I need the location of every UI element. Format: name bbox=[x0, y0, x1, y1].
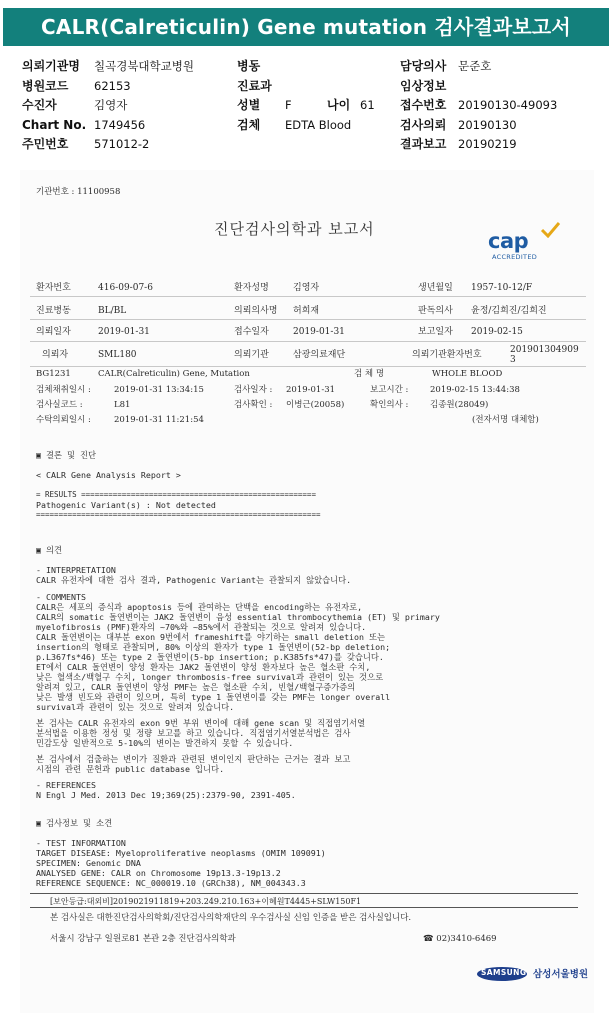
result-section-heading: ▣ 결론 및 진단 bbox=[36, 450, 97, 460]
chart-label: Chart No. bbox=[22, 118, 87, 132]
reference-line: N Engl J Med. 2013 Dec 19;369(25):2379-90, 2391-405. bbox=[36, 790, 296, 800]
comment-line: 낮은 발생 빈도와 관련이 있으며, 특히 type 1 돌연변이를 갖는 PMF는 longer overall bbox=[36, 692, 391, 702]
test-name: CALR(Calreticulin) Gene, Mutation bbox=[98, 369, 250, 379]
rec-date-label: 접수일자 bbox=[234, 327, 269, 337]
comment-line: CALR의 somatic 돌연변이는 JAK2 돌연변이 음성 essential thrombocythemia (ET) 및 primary bbox=[36, 612, 440, 622]
collect-label: 검체채취일시 : bbox=[36, 385, 91, 395]
client-org-label: 의뢰기관 bbox=[234, 350, 269, 360]
samsung-logo-word: SAMSUNG bbox=[481, 968, 527, 977]
report-time-label: 보고시간 : bbox=[370, 385, 409, 395]
comment-line: CALR은 세포의 증식과 apoptosis 등에 관여하는 단백을 encoding하는 유전자로, bbox=[36, 602, 363, 612]
cap-accredited-label: ACCREDITED bbox=[492, 253, 538, 261]
client-pid-value-cont: 3 bbox=[510, 355, 516, 365]
test-info-line: TARGET DISEASE: Myeloproliferative neoplasms (OMIM 109091) bbox=[36, 848, 326, 858]
pid-label: 환자번호 bbox=[36, 283, 71, 293]
comment-line: CALR 돌연변이는 대부분 exon 9번에서 frameshift를 야기하는 small deletion 또는 bbox=[36, 632, 386, 642]
comment-line: 분석법을 이용한 정성 및 정량 보고를 하고 있습니다. 직접염기서열분석법은 검사 bbox=[36, 728, 351, 738]
lab-address: 서울시 강남구 일원로81 본관 2층 진단검사의학과 bbox=[50, 934, 236, 944]
cap-logo: cap bbox=[488, 229, 529, 253]
report-time-value: 2019-02-15 13:44:38 bbox=[430, 385, 520, 395]
results-end-divider: =============================================================== bbox=[36, 510, 321, 519]
pname-value: 김영자 bbox=[293, 283, 320, 293]
request-date-value: 20190130 bbox=[458, 118, 517, 132]
request-date-label: 검사의뢰 bbox=[400, 118, 447, 132]
clinical-info-label: 임상정보 bbox=[400, 79, 447, 93]
lab-phone: ☎ 02)3410-6469 bbox=[423, 934, 497, 944]
security-line: [보안등급:대외비]2019021911819+203.249.210.163+이혜원T4445+SLW150F1 bbox=[50, 897, 362, 906]
comment-line: 본 검사에서 검출하는 변이가 질환과 관련된 변이인지 판단하는 근거는 결과 보고 bbox=[36, 754, 351, 764]
dob-value: 1957-10-12/F bbox=[471, 283, 533, 293]
pname-label: 환자성명 bbox=[234, 283, 269, 293]
comment-line: insertion의 형태로 관찰되며, 80% 이상의 환자가 type 1 돌연변이(52-bp deletion; bbox=[36, 642, 391, 652]
institution-label: 의뢰기관명 bbox=[22, 59, 80, 73]
rep-date-label: 보고일자 bbox=[418, 327, 453, 337]
client-value: SML180 bbox=[98, 350, 137, 360]
certification-note: 본 검사실은 대한진단검사의학회/진단검사의학재단의 우수검사실 신임 인증을 받은 검사실입니다. bbox=[50, 913, 412, 923]
divider bbox=[30, 341, 586, 342]
dob-label: 생년월일 bbox=[418, 283, 453, 293]
test-info-line: REFERENCE SEQUENCE: NC_000019.10 (GRCh38), NM_004343.3 bbox=[36, 878, 306, 888]
interpretation-heading: - INTERPRETATION bbox=[36, 565, 116, 575]
test-info-heading: - TEST INFORMATION bbox=[36, 838, 126, 848]
esign-note: (전자서명 대체함) bbox=[472, 415, 539, 425]
test-specimen-value: WHOLE BLOOD bbox=[432, 369, 503, 379]
rec-date-value: 2019-01-31 bbox=[293, 327, 345, 337]
req-date-label: 의뢰일자 bbox=[36, 327, 71, 337]
comment-line: 알려져 있고, CALR 돌연변이 양성 PMF는 높은 혈소판 수치, 빈혈/백혈구증가증의 bbox=[36, 682, 356, 692]
req-date-value: 2019-01-31 bbox=[98, 327, 150, 337]
test-info-line: SPECIMEN: Genomic DNA bbox=[36, 858, 141, 868]
client-pid-label: 의뢰기관환자번호 bbox=[412, 350, 482, 360]
age-label: 나이 bbox=[327, 98, 351, 112]
doctor-label: 담당의사 bbox=[400, 59, 447, 73]
receipt-time-value: 2019-01-31 11:21:54 bbox=[114, 415, 204, 425]
comment-line: 민감도상 일반적으로 5-10%의 변이는 발견하지 못할 수 있습니다. bbox=[36, 738, 294, 748]
check-icon bbox=[540, 222, 560, 238]
dept-label: 진료과 bbox=[237, 79, 272, 93]
specimen-value: EDTA Blood bbox=[285, 118, 352, 132]
client-pid-value: 201901304909 bbox=[510, 345, 579, 355]
rrn-label: 주민번호 bbox=[22, 137, 69, 151]
divider bbox=[30, 366, 586, 367]
report-title-bar: CALR(Calreticulin) Gene mutation 검사결과보고서 bbox=[3, 8, 609, 46]
receipt-time-label: 수탁의뢰일시 : bbox=[36, 415, 91, 425]
sex-value: F bbox=[285, 98, 292, 112]
comment-line: myelofibrosis (PMF)환자의 ~70%와 ~85%에서 관찰되는 것으로 알려져 있습니다. bbox=[36, 622, 367, 632]
opinion-heading: ▣ 의견 bbox=[36, 545, 63, 555]
ward-scan-value: BL/BL bbox=[98, 306, 127, 316]
req-doc-value: 허희재 bbox=[293, 306, 320, 316]
exam-date-label: 검사일자 : bbox=[234, 385, 273, 395]
test-specimen-label: 검 체 명 bbox=[354, 369, 385, 379]
divider bbox=[30, 296, 586, 297]
confirm-doc-value: 김종원(28049) bbox=[430, 400, 489, 410]
comment-line: 시점의 관련 문헌과 public database 입니다. bbox=[36, 764, 225, 774]
receipt-no-value: 20190130-49093 bbox=[458, 98, 558, 112]
pathogenic-result: Pathogenic Variant(s) : Not detected bbox=[36, 500, 216, 510]
ward-label: 병동 bbox=[237, 59, 261, 73]
report-date-value: 20190219 bbox=[458, 137, 517, 151]
comment-line: 낮은 혈색소/백혈구 수치, longer thrombosis-free survival과 관련이 있는 것으로 bbox=[36, 672, 384, 682]
client-label: 의뢰자 bbox=[42, 350, 69, 360]
client-org-value: 삼광의료재단 bbox=[293, 350, 346, 360]
chart-value: 1749456 bbox=[94, 118, 146, 132]
room-label: 검사실코드 : bbox=[36, 400, 83, 410]
hospital-code-label: 병원코드 bbox=[22, 79, 69, 93]
hospital-code-value: 62153 bbox=[94, 79, 131, 93]
rrn-value: 571012-2 bbox=[94, 137, 150, 151]
patient-value: 김영자 bbox=[94, 98, 128, 112]
test-info-section-heading: ▣ 검사정보 및 소견 bbox=[36, 818, 113, 828]
rep-date-value: 2019-02-15 bbox=[471, 327, 523, 337]
institution-value: 칠곡경북대학교병원 bbox=[94, 59, 194, 73]
report-name: < CALR Gene Analysis Report > bbox=[36, 470, 181, 480]
footer-divider bbox=[30, 893, 578, 894]
confirm-value: 이병근(20058) bbox=[286, 400, 345, 410]
comment-line: p.L367fs*46) 또는 type 2 돌연변이(5-bp insertion; p.K385fs*47)를 갖습니다. bbox=[36, 652, 384, 662]
footer-divider bbox=[30, 907, 578, 908]
pid-value: 416-09-07-6 bbox=[98, 283, 153, 293]
comment-line: 본 검사는 CALR 유전자의 exon 9번 부위 변이에 대해 gene scan 및 직접염기서열 bbox=[36, 718, 366, 728]
results-divider: = RESULTS ==================================================== bbox=[36, 490, 316, 499]
reader-label: 판독의사 bbox=[418, 306, 453, 316]
org-number: 기관번호 : 11100958 bbox=[36, 187, 121, 197]
reader-value: 윤정/김희진/김희진 bbox=[471, 306, 547, 316]
specimen-label: 검체 bbox=[237, 118, 261, 132]
ward-scan-label: 진료병동 bbox=[36, 306, 71, 316]
comments-heading: - COMMENTS bbox=[36, 592, 86, 602]
hospital-name-logo: 삼성서울병원 bbox=[533, 969, 589, 980]
receipt-no-label: 접수번호 bbox=[400, 98, 447, 112]
test-code: BG1231 bbox=[36, 369, 71, 379]
room-value: L81 bbox=[114, 400, 131, 410]
doctor-value: 문준호 bbox=[458, 59, 492, 73]
report-date-label: 결과보고 bbox=[400, 137, 447, 151]
req-doc-label: 의뢰의사명 bbox=[234, 306, 278, 316]
age-value: 61 bbox=[360, 98, 375, 112]
patient-label: 수진자 bbox=[22, 98, 57, 112]
comment-line: survival과 관련이 있는 것으로 알려져 있습니다. bbox=[36, 702, 235, 712]
comment-line: ET에서 CALR 돌연변이 양성 환자는 JAK2 돌연변이 양성 환자보다 높은 혈소판 수치, bbox=[36, 662, 371, 672]
confirm-label: 검사확인 : bbox=[234, 400, 273, 410]
confirm-doc-label: 확인의사 : bbox=[370, 400, 409, 410]
collect-value: 2019-01-31 13:34:15 bbox=[114, 385, 204, 395]
sex-label: 성별 bbox=[237, 98, 261, 112]
interpretation-text: CALR 유전자에 대한 검사 결과, Pathogenic Variant는 관찰되지 않았습니다. bbox=[36, 575, 352, 585]
references-heading: - REFERENCES bbox=[36, 780, 96, 790]
divider bbox=[30, 319, 586, 320]
exam-date-value: 2019-01-31 bbox=[286, 385, 336, 395]
doc-title: 진단검사의학과 보고서 bbox=[214, 220, 375, 238]
test-info-line: ANALYSED GENE: CALR on Chromosome 19p13.3-19p13.2 bbox=[36, 868, 281, 878]
